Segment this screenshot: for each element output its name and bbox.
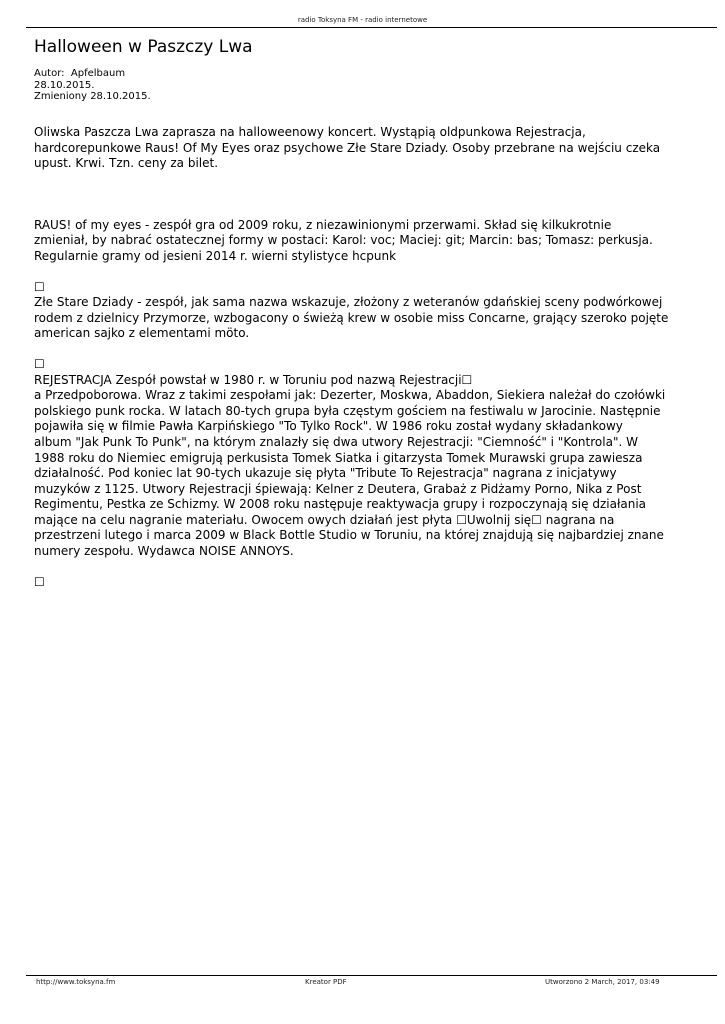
header-divider (26, 27, 717, 28)
paragraph-intro: Oliwska Paszcza Lwa zaprasza na halloweenowy koncert. Wystąpią oldpunkowa Rejestracja, hardcorepunkowe Raus! Of My Eyes oraz psychowe Złe Stare Dziady. Osoby przebrane na wejściu czeka upust. Krwi. Tzn. ceny za bilet. (34, 125, 661, 171)
article-body (34, 125, 694, 590)
author-line: Autor: Apfelbaum (34, 68, 126, 79)
paragraph-trailing-box: ☐ (34, 574, 45, 589)
article-title: Halloween w Paszczy Lwa (34, 37, 253, 57)
paragraph-raus: RAUS! of my eyes - zespół gra od 2009 roku, z niezawinionymi przerwami. Skład się kilkukrotnie zmieniał, by nabrać ostatecznej formy w postaci: Karol: voc; Maciej: git; Marcin: bas; Tomasz: perkusja. Regularnie gramy od jesieni 2014 r. wierni stylistyce hcpunk (34, 217, 653, 263)
paragraph-zle-stare-dziady: ☐ Złe Stare Dziady - zespół, jak sama nazwa wskazuje, złożony z weteranów gdańskiej sceny podwórkowej rodem z dzielnicy Przymorze, wzbogacony o świeżą krew w osobie miss Concarne, grający szeroko pojęte american sajko z elementami möto. (34, 279, 669, 341)
footer-url: http://www.toksyna.fm (36, 978, 116, 986)
article-meta (34, 68, 151, 103)
page-header: radio Toksyna FM - radio internetowe (297, 16, 428, 24)
publish-date: 28.10.2015. (34, 79, 95, 91)
paragraph-rejestracja: ☐ REJESTRACJA Zespół powstał w 1980 r. w Toruniu pod nazwą Rejestracji☐ a Przedpoborowa. Wraz z takimi zespołami jak: Dezerter, Moskwa, Abaddon, Siekiera należał do czołówki polskiego punk rocka. W latach 80-tych grupa była częstym gościem na festiwalu w Jarocinie. Następnie pojawiła się w filmie Pawła Karpińskiego "To Tylko Rock". W 1986 roku został wydany składankowy album "Jak Punk To Punk", na którym znalazły się dwa utwory Rejestracji: "Ciemność" i "Kontrola". W 1988 roku do Niemiec emigrują perkusista Tomek Siatka i gitarzysta Tomek Murawski grupa zawiesza działalność. Pod koniec lat 90-tych ukazuje się płyta "Tribute To Rejestracja" nagrana z inicjatywy muzyków z 1125. Utwory Rejestracji śpiewają: Kelner z Deutera, Grabaż z Pidżamy Porno, Nika z Post Regimentu, Pestka ze Schizmy. W 2008 roku następuje reaktywacja grupy i rozpoczynają się działania mające na celu nagranie materiału. Owocem owych działań jest płyta ☐Uwolnij się☐ nagrana na przestrzeni lutego i marca 2009 w Black Bottle Studio w Toruniu, na której znajdują się najbardziej znane numery zespołu. Wydawca NOISE ANNOYS. (34, 356, 666, 559)
footer-divider (26, 975, 717, 976)
modified-date: Zmieniony 28.10.2015. (34, 91, 151, 102)
footer-generator: Kreator PDF (305, 978, 347, 986)
footer-created: Utworzono 2 March, 2017, 03:49 (545, 978, 660, 986)
